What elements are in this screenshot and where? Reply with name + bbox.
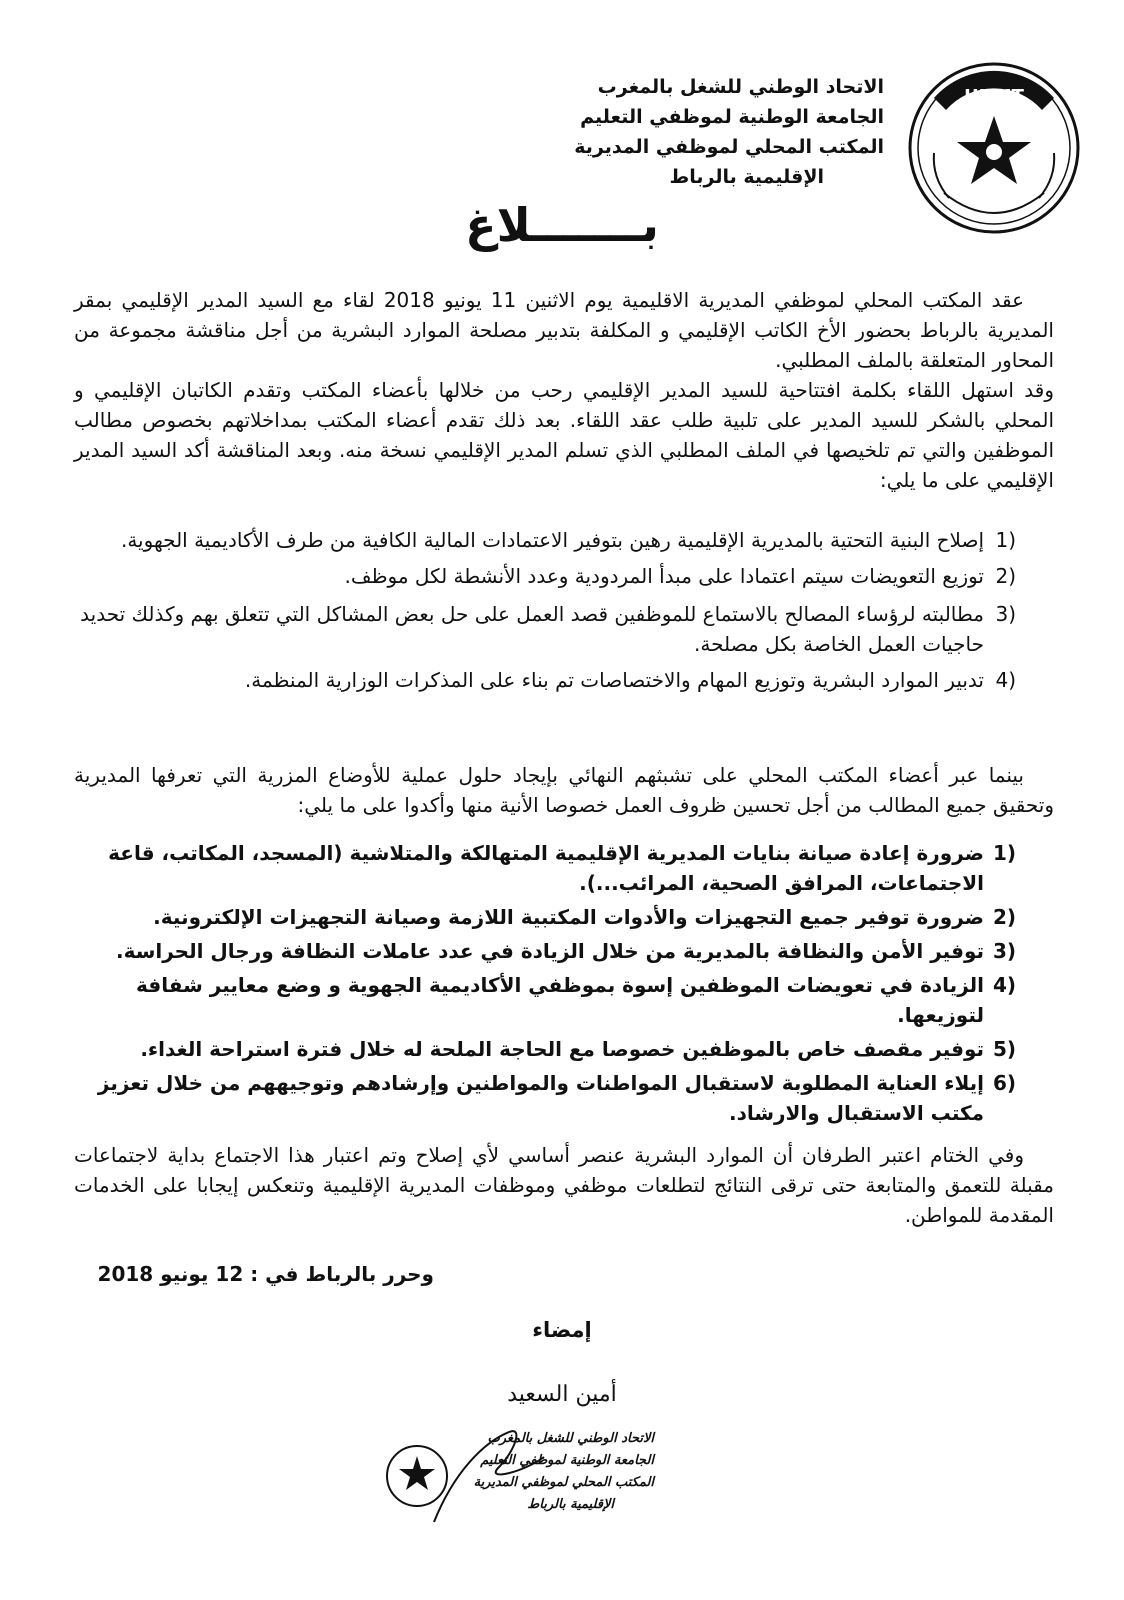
intro-paragraph-1: عقد المكتب المحلي لموظفي المديرية الاقليمية يوم الاثنين 11 يونيو 2018 لقاء مع السيد المدير الإقليمي بمقر المديرية بالرباط بحضور الأخ الكاتب الإقليمي و المكلفة بتدبير مصلحة الموارد البشرية من أجل مناقشة مجموعة من المحاور المتعلقة بالملف المطلبي. [74,288,1054,372]
org-line-3: المكتب المحلي لموظفي المديرية [574,136,884,158]
org-line-2: الجامعة الوطنية لموظفي التعليم [580,106,884,128]
conclusion-section [74,1140,1054,1230]
stamp-text: الاتحاد الوطني للشغل بالمغرب الجامعة الوطنية لموظفي التعليم المكتب المحلي لموظفي المديرية الإقليمية بالرباط [473,1431,654,1512]
official-stamp [374,1418,654,1568]
handwritten-signature-icon [414,1412,594,1542]
list-item: 6) إيلاء العناية المطلوبة لاستقبال المواطنات والمواطنين وإرشادهم وتوجيههم من خلال تعزيز مكتب الاستقبال والارشاد. [97,1071,1016,1125]
office-points-list [69,838,1016,1128]
office-intro-paragraph: بينما عبر أعضاء المكتب المحلي على تشبثهم النهائي بإيجاد حلول عملية للأوضاع المزرية التي تعرفها المديرية وتحقيق جميع المطالب من أجل تحسين ظروف العمل خصوصا الأنية منها وأكدوا على ما يلي: [74,763,1054,817]
intro-paragraph-2: وقد استهل اللقاء بكلمة افتتاحية للسيد المدير الإقليمي رحب من خلالها بأعضاء المكتب وتقدم الكاتبان الإقليمي و المحلي بالشكر للسيد المدير على تلبية طلب عقد اللقاء. بعد ذلك تقدم أعضاء المكتب بمداخلاتهم بخصوص مطالب الموظفين والتي تم تلخيصها في الملف المطلبي الذي تسلم المدير الإقليمي نسخة منه. وبعد المناقشة أكد السيد المدير الإقليمي على ما يلي: [74,378,1054,492]
list-item: 1) إصلاح البنية التحتية بالمديرية الإقليمية رهين بتوفير الاعتمادات المالية الكافية من طرف الأكاديمية الجهوية. [120,528,1016,552]
logo-text: UNMT [964,86,1024,107]
office-intro-section [74,760,1054,820]
page-title: بـــــــلاغ [465,198,659,252]
organization-header [574,72,884,192]
conclusion-paragraph: وفي الختام اعتبر الطرفان أن الموارد البشرية عنصر أساسي لأي إصلاح وتم اعتبار هذا الاجتماع بداية لاجتماعات مقبلة للتعمق والمتابعة حتى ترقى النتائج لتطلعات موظفي وموظفات المديرية الإقليمية وتنعكس إيجابا على الخدمات المقدمة للمواطن. [74,1143,1054,1227]
signature-label: إمضاء [532,1318,592,1342]
org-line-4: الإقليمية بالرباط [669,166,824,188]
list-item: 3) مطالبته لرؤساء المصالح بالاستماع للموظفين قصد العمل على حل بعض المشاكل التي تتعلق بهم وكذلك تحديد حاجيات العمل الخاصة بكل مصلحة. [80,602,1016,656]
list-item: 3) توفير الأمن والنظافة بالمديرية من خلال الزيادة في عدد عاملات النظافة ورجال الحراسة. [115,939,1016,963]
date-line: وحرر بالرباط في : 12 يونيو 2018 [97,1262,434,1286]
signatory-name: أمين السعيد [507,1382,617,1407]
director-points-list [69,525,1016,695]
list-item: 2) توزيع التعويضات سيتم اعتمادا على مبدأ المردودية وعدد الأنشطة لكل موظف. [344,564,1016,588]
list-item: 4) تدبير الموارد البشرية وتوزيع المهام والاختصاصات تم بناء على المذكرات الوزارية المنظمة. [244,668,1016,692]
org-line-1: الاتحاد الوطني للشغل بالمغرب [597,76,884,98]
list-item: 4) الزيادة في تعويضات الموظفين إسوة بموظفي الأكاديمية الجهوية و وضع معايير شفافة لتوزيعها. [136,973,1016,1027]
intro-section [74,285,1054,495]
list-item: 5) توفير مقصف خاص بالموظفين خصوصا مع الحاجة الملحة له خلال فترة استراحة الغداء. [140,1037,1016,1061]
list-item: 1) ضرورة إعادة صيانة بنايات المديرية الإقليمية المتهالكة والمتلاشية (المسجد، المكاتب، قاعة الاجتماعات، المرافق الصحية، المرائب...). [108,841,1016,895]
list-item: 2) ضرورة توفير جميع التجهيزات والأدوات المكتبية اللازمة وصيانة التجهيزات الإلكترونية. [153,905,1016,929]
